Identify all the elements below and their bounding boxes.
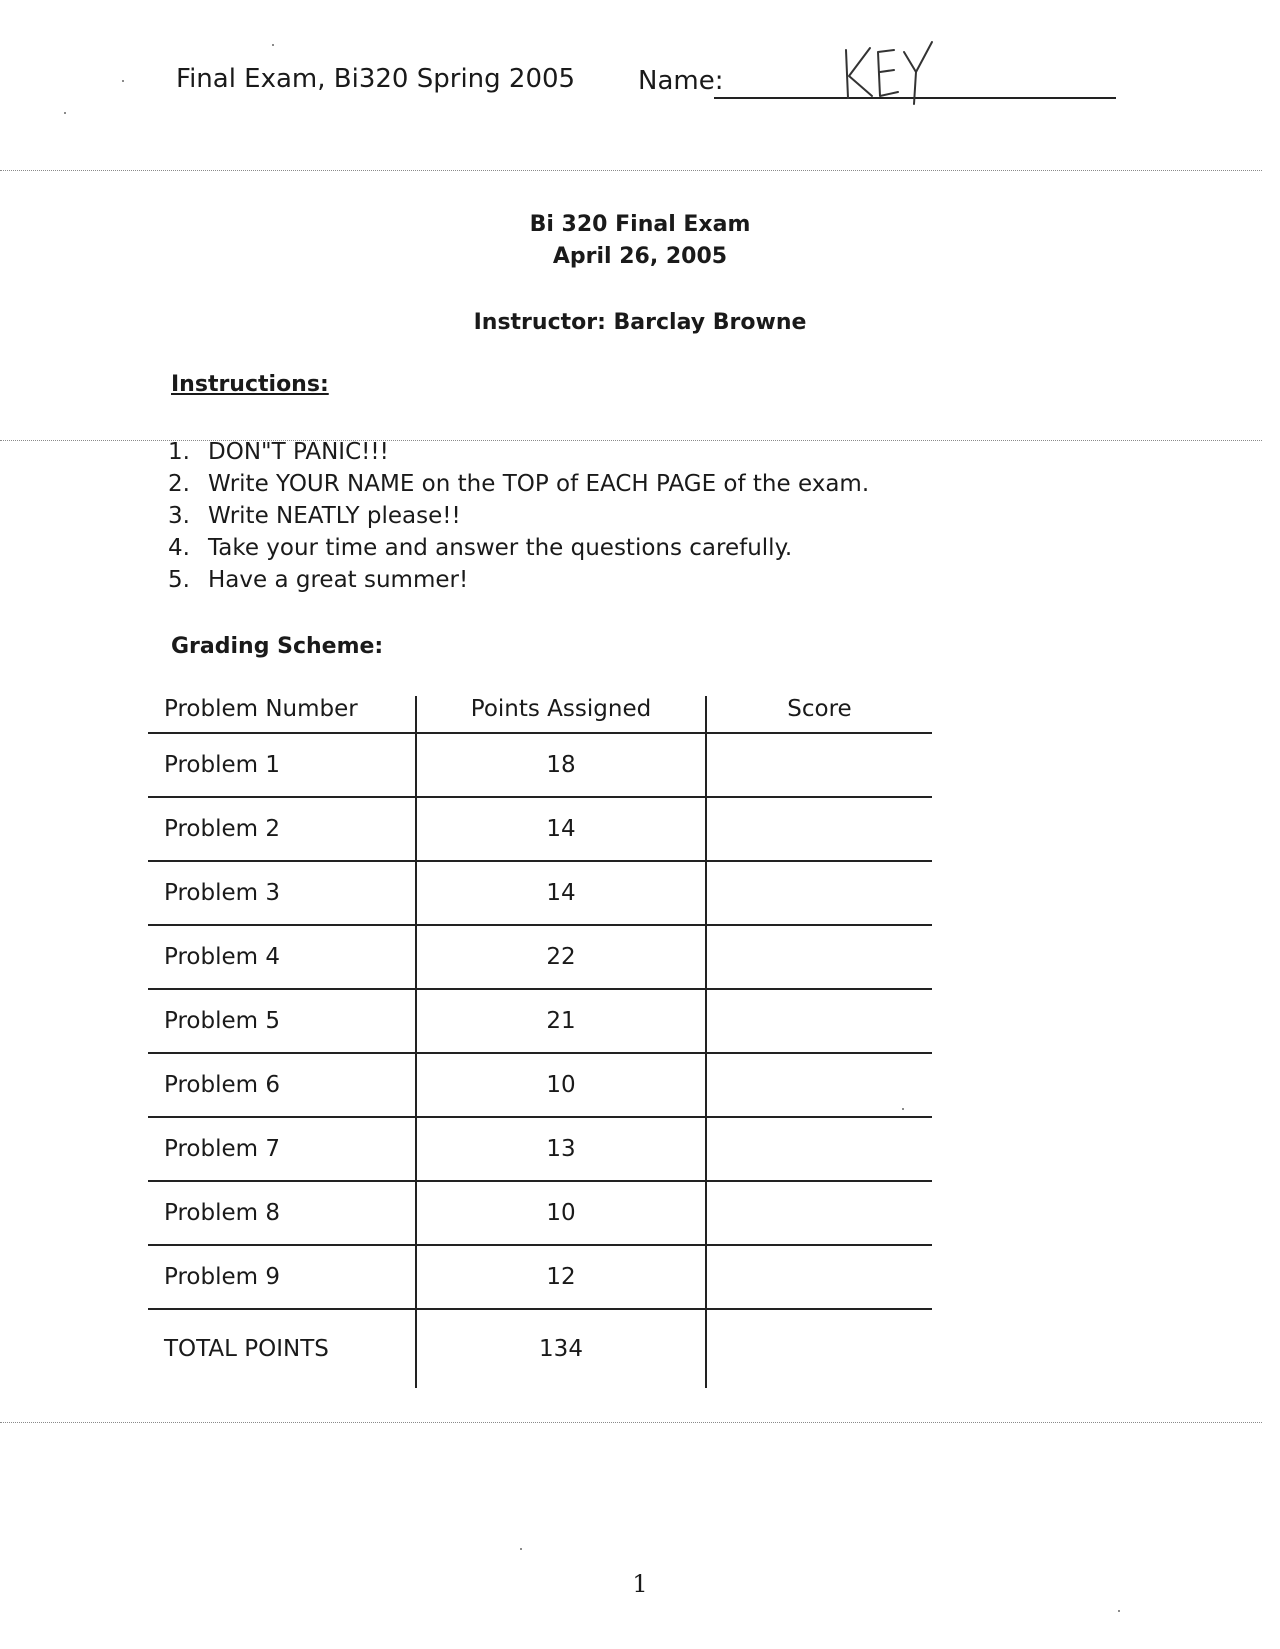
table-row — [148, 989, 932, 1053]
table-row — [148, 925, 932, 989]
table-row — [148, 1181, 932, 1245]
score-cell — [706, 861, 932, 925]
grading-heading: Grading Scheme: — [171, 634, 384, 659]
column-header-problem: Problem Number — [148, 696, 416, 733]
problem-cell: Problem 7 — [148, 1117, 416, 1181]
instruction-item: 4. Take your time and answer the questions carefully. — [168, 535, 793, 561]
name-label: Name: — [638, 66, 724, 96]
problem-cell: Problem 6 — [148, 1053, 416, 1117]
grading-table — [148, 696, 932, 1396]
table-row — [148, 1053, 932, 1117]
problem-cell: TOTAL POINTS — [164, 1336, 329, 1362]
key-handwriting — [840, 38, 940, 110]
scan-speck — [272, 44, 274, 46]
score-cell — [706, 797, 932, 861]
problem-cell: Problem 8 — [148, 1181, 416, 1245]
exam-date: April 26, 2005 — [552, 244, 728, 269]
instructions-list — [168, 436, 869, 596]
score-cell — [706, 1245, 932, 1309]
table-row — [148, 1245, 932, 1309]
points-cell: 10 — [416, 1181, 706, 1245]
score-cell — [706, 1053, 932, 1117]
points-cell: 10 — [416, 1053, 706, 1117]
table-header-row — [148, 696, 932, 733]
instruction-item: 2. Write YOUR NAME on the TOP of EACH PAGE of the exam. — [168, 471, 870, 497]
scan-speck — [520, 1548, 522, 1550]
score-cell — [706, 989, 932, 1053]
table-row — [148, 733, 932, 797]
page-number: 1 — [632, 1570, 648, 1598]
points-cell: 21 — [416, 989, 706, 1053]
scan-speck — [902, 1108, 904, 1110]
table-row — [148, 861, 932, 925]
score-cell — [706, 1309, 932, 1388]
table-row — [148, 1117, 932, 1181]
top-dotted-divider — [0, 170, 1262, 171]
instructor-line: Instructor: Barclay Browne — [473, 310, 807, 335]
points-cell: 18 — [416, 733, 706, 797]
problem-cell: Problem 4 — [148, 925, 416, 989]
points-cell: 12 — [416, 1245, 706, 1309]
points-cell: 13 — [416, 1117, 706, 1181]
problem-cell: Problem 9 — [148, 1245, 416, 1309]
table-row — [148, 797, 932, 861]
score-cell — [706, 925, 932, 989]
column-header-points: Points Assigned — [416, 696, 706, 733]
problem-cell: Problem 5 — [148, 989, 416, 1053]
instruction-item: 5. Have a great summer! — [168, 567, 469, 593]
points-cell: 22 — [416, 925, 706, 989]
points-cell: 134 — [416, 1309, 706, 1388]
column-header-score: Score — [706, 696, 932, 733]
header-title: Final Exam, Bi320 Spring 2005 — [176, 64, 576, 94]
score-cell — [706, 733, 932, 797]
problem-cell: Problem 2 — [148, 797, 416, 861]
score-cell — [706, 1181, 932, 1245]
instructions-heading: Instructions: — [171, 372, 329, 397]
scan-speck — [1118, 1610, 1120, 1612]
instruction-item: 1. DON"T PANIC!!! — [168, 439, 389, 465]
score-cell — [706, 1117, 932, 1181]
points-cell: 14 — [416, 797, 706, 861]
problem-cell: Problem 3 — [148, 861, 416, 925]
instruction-item: 3. Write NEATLY please!! — [168, 503, 461, 529]
points-cell: 14 — [416, 861, 706, 925]
exam-title: Bi 320 Final Exam — [529, 212, 751, 237]
scan-speck — [64, 112, 66, 114]
total-row — [148, 1309, 932, 1388]
problem-cell: Problem 1 — [148, 733, 416, 797]
bottom-dotted-divider — [0, 1422, 1262, 1423]
scan-speck — [122, 80, 124, 82]
